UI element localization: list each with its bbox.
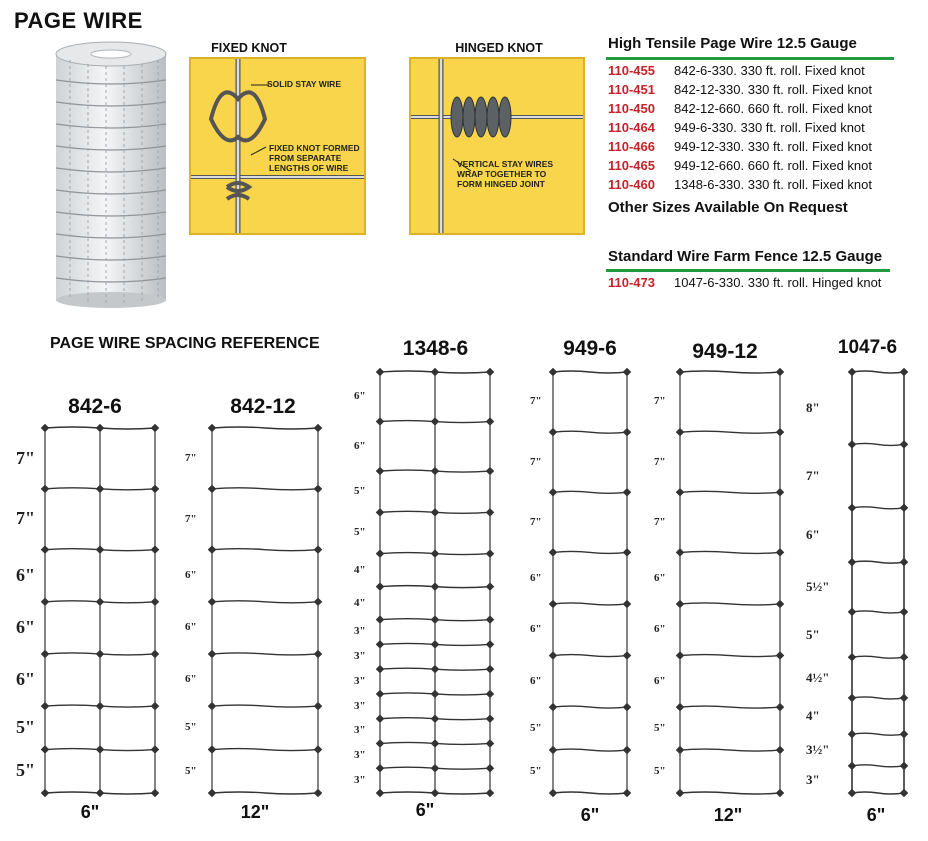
spacing-label: 6" (185, 569, 197, 582)
wire-roll-image (52, 40, 170, 310)
high-tensile-divider (606, 57, 894, 60)
line-wire (852, 371, 904, 373)
line-wire (852, 792, 904, 794)
knot (848, 368, 856, 376)
spacing-label: 7" (654, 395, 666, 408)
knot (549, 651, 557, 659)
knot (676, 651, 684, 659)
knot (314, 745, 322, 753)
spacing-label: 7" (806, 468, 820, 484)
line-wire (680, 655, 780, 657)
spacing-label: 4½" (806, 669, 830, 685)
line-wire (680, 792, 780, 794)
solid-stay-wire-label: SOLID STAY WIRE (267, 79, 341, 89)
knot (848, 762, 856, 770)
knot (776, 703, 784, 711)
spacing-label: 5" (16, 760, 35, 781)
product-code: 110-451 (608, 82, 655, 97)
knot (486, 789, 494, 797)
fence-diagram-842-6 (42, 425, 158, 796)
diagram-title-842-12: 842-12 (230, 395, 296, 418)
knot (486, 368, 494, 376)
diagram-title-1348-6: 1348-6 (402, 337, 469, 360)
knot (314, 545, 322, 553)
knot (376, 549, 384, 557)
spacing-label: 3" (354, 650, 366, 663)
knot (486, 714, 494, 722)
spacing-label: 6" (530, 623, 542, 636)
knot (623, 548, 631, 556)
product-row (608, 273, 881, 292)
knot (376, 714, 384, 722)
knot (41, 485, 49, 493)
product-desc: 1047-6-330. 330 ft. roll. Hinged knot (674, 275, 882, 290)
spacing-label: 5" (806, 626, 820, 642)
knot (848, 730, 856, 738)
knot (96, 545, 104, 553)
knot (486, 640, 494, 648)
knot (151, 485, 159, 493)
spacing-label: 5" (530, 721, 542, 734)
bottom-label-842-6: 6" (80, 802, 100, 822)
knot (431, 582, 439, 590)
knot (900, 762, 908, 770)
knot (376, 615, 384, 623)
knot (96, 598, 104, 606)
knot (776, 746, 784, 754)
product-row (608, 99, 872, 118)
bottom-label-1348-6: 6" (415, 800, 435, 820)
knot (431, 467, 439, 475)
knot (208, 650, 216, 658)
knot (376, 690, 384, 698)
line-wire (212, 488, 318, 490)
spacing-label: 5" (185, 721, 197, 734)
knot (623, 600, 631, 608)
knot (96, 424, 104, 432)
knot (848, 608, 856, 616)
knot (676, 428, 684, 436)
spacing-label: 6" (16, 617, 35, 638)
line-wire (680, 491, 780, 493)
knot (623, 703, 631, 711)
knot (208, 702, 216, 710)
knot (676, 703, 684, 711)
knot (900, 368, 908, 376)
line-wire (680, 749, 780, 751)
spacing-label: 7" (654, 455, 666, 468)
knot (486, 467, 494, 475)
line-wire (852, 697, 904, 699)
knot (96, 789, 104, 797)
knot (623, 789, 631, 797)
product-row (608, 80, 872, 99)
knot (151, 650, 159, 658)
knot (431, 640, 439, 648)
product-desc: 949-12-660. 660 ft. roll. Fixed knot (674, 158, 873, 173)
diagram-title-949-12: 949-12 (692, 340, 758, 363)
knot (848, 789, 856, 797)
line-wire (553, 749, 627, 751)
spacing-label: 6" (530, 571, 542, 584)
knot (776, 789, 784, 797)
knot (549, 548, 557, 556)
spacing-label: 6" (654, 571, 666, 584)
knot (776, 368, 784, 376)
knot (376, 640, 384, 648)
knot (41, 598, 49, 606)
spacing-label: 6" (654, 623, 666, 636)
fence-diagram-949-12 (677, 369, 783, 796)
high-tensile-title: High Tensile Page Wire 12.5 Gauge (608, 35, 857, 52)
bottom-label-842-12: 12" (240, 802, 270, 822)
fence-diagram-1047-6 (849, 369, 907, 796)
spacing-label: 4" (806, 708, 820, 724)
knot (486, 508, 494, 516)
line-wire (852, 765, 904, 767)
product-code: 110-465 (608, 158, 655, 173)
knot (549, 600, 557, 608)
knot (848, 653, 856, 661)
spacing-label: 7" (530, 455, 542, 468)
line-wire (852, 656, 904, 658)
knot (431, 690, 439, 698)
knot (151, 424, 159, 432)
product-code: 110-473 (608, 275, 655, 290)
knot (208, 424, 216, 432)
knot (41, 745, 49, 753)
spacing-label: 5" (16, 717, 35, 738)
line-wire (852, 443, 904, 445)
line-wire (553, 706, 627, 708)
spacing-label: 7" (16, 447, 35, 468)
knot (848, 440, 856, 448)
knot (676, 368, 684, 376)
fixed-knot-title: FIXED KNOT (211, 41, 287, 55)
knot (431, 368, 439, 376)
spacing-label: 5" (354, 526, 366, 539)
knot (431, 789, 439, 797)
knot (900, 558, 908, 566)
spacing-label: 6" (530, 674, 542, 687)
knot (431, 764, 439, 772)
diagram-title-1047-6: 1047-6 (837, 337, 898, 358)
line-wire (852, 733, 904, 735)
line-wire (212, 792, 318, 794)
knot (376, 467, 384, 475)
spacing-label: 3" (806, 771, 820, 787)
knot (900, 440, 908, 448)
line-wire (212, 549, 318, 551)
spacing-label: 6" (185, 673, 197, 686)
knot (900, 789, 908, 797)
spacing-label: 5" (530, 764, 542, 777)
knot (376, 764, 384, 772)
knot (431, 508, 439, 516)
standard-divider (606, 269, 890, 272)
knot (314, 702, 322, 710)
spacing-label: 7" (530, 395, 542, 408)
spacing-label: 5" (354, 485, 366, 498)
knot (376, 582, 384, 590)
line-wire (553, 431, 627, 433)
knot (376, 789, 384, 797)
knot (486, 615, 494, 623)
knot (486, 582, 494, 590)
knot (623, 488, 631, 496)
product-desc: 949-12-330. 330 ft. roll. Fixed knot (674, 139, 873, 154)
knot (549, 789, 557, 797)
knot (431, 549, 439, 557)
knot (41, 702, 49, 710)
spacing-label: 6" (654, 674, 666, 687)
spacing-label: 6" (354, 390, 366, 403)
knot (623, 368, 631, 376)
product-desc: 842-12-330. 330 ft. roll. Fixed knot (674, 82, 873, 97)
knot (208, 745, 216, 753)
spacing-label: 3" (354, 699, 366, 712)
product-desc: 842-12-660. 660 ft. roll. Fixed knot (674, 101, 873, 116)
spacing-label: 5" (654, 721, 666, 734)
knot (623, 428, 631, 436)
line-wire (680, 603, 780, 605)
line-wire (852, 507, 904, 509)
knot (900, 694, 908, 702)
knot (208, 598, 216, 606)
high-tensile-list (608, 61, 872, 194)
knot (431, 739, 439, 747)
fixed-knot-formed-label: FIXED KNOT FORMED FROM SEPARATE LENGTHS OF WIRE (269, 143, 360, 173)
knot (431, 665, 439, 673)
knot (96, 702, 104, 710)
knot (549, 428, 557, 436)
knot (314, 485, 322, 493)
page-title: PAGE WIRE (14, 8, 143, 33)
spacing-label: 6" (806, 527, 820, 543)
knot (676, 746, 684, 754)
knot (314, 424, 322, 432)
knot (623, 651, 631, 659)
spacing-label: 3" (354, 625, 366, 638)
knot (208, 485, 216, 493)
spacing-label: 7" (16, 508, 35, 529)
knot (486, 690, 494, 698)
fixed-knot-illustration (189, 57, 366, 235)
standard-title: Standard Wire Farm Fence 12.5 Gauge (608, 248, 883, 265)
knot (314, 598, 322, 606)
spacing-label: 4" (354, 596, 366, 609)
bottom-label-1047-6: 6" (866, 805, 886, 825)
knot (96, 650, 104, 658)
bottom-label-949-12: 12" (713, 805, 743, 825)
other-sizes-note: Other Sizes Available On Request (608, 199, 848, 216)
knot (431, 615, 439, 623)
knot (96, 745, 104, 753)
product-code: 110-460 (608, 177, 655, 192)
knot (549, 488, 557, 496)
knot (151, 545, 159, 553)
product-code: 110-455 (608, 63, 655, 78)
product-desc: 842-6-330. 330 ft. roll. Fixed knot (674, 63, 865, 78)
knot (900, 608, 908, 616)
product-row (608, 118, 872, 137)
knot (486, 549, 494, 557)
knot (900, 504, 908, 512)
standard-list (608, 273, 881, 292)
product-row (608, 137, 872, 156)
knot (900, 653, 908, 661)
line-wire (212, 601, 318, 603)
product-code: 110-450 (608, 101, 655, 116)
fence-diagram-842-12 (209, 425, 321, 796)
line-wire (852, 611, 904, 613)
line-wire (212, 427, 318, 429)
spacing-label: 3" (354, 724, 366, 737)
knot (676, 488, 684, 496)
knot (41, 424, 49, 432)
knot (623, 746, 631, 754)
line-wire (553, 792, 627, 794)
diagram-title-949-6: 949-6 (563, 337, 617, 360)
knot (486, 417, 494, 425)
knot (549, 703, 557, 711)
knot (431, 417, 439, 425)
diagram-title-842-6: 842-6 (68, 395, 122, 418)
knot (900, 730, 908, 738)
knot (431, 714, 439, 722)
knot (151, 745, 159, 753)
product-row (608, 61, 872, 80)
knot (776, 428, 784, 436)
spacing-label: 5½" (806, 579, 830, 595)
line-wire (680, 371, 780, 373)
knot (776, 548, 784, 556)
spacing-label: 8" (806, 400, 820, 416)
knot (376, 508, 384, 516)
spacing-label: 6" (354, 439, 366, 452)
product-desc: 1348-6-330. 330 ft. roll. Fixed knot (674, 177, 873, 192)
knot (549, 368, 557, 376)
vertical-stay-wires-label: VERTICAL STAY WIRES WRAP TOGETHER TO FORM HINGED JOINT (457, 159, 554, 189)
knot (151, 702, 159, 710)
spacing-label: 3" (354, 774, 366, 787)
fence-diagram-1348-6 (377, 369, 493, 796)
spacing-label: 3½" (806, 742, 830, 758)
spacing-label: 7" (654, 515, 666, 528)
hinged-knot-drawing (411, 59, 583, 233)
line-wire (212, 705, 318, 707)
spacing-label: 4" (354, 563, 366, 576)
spacing-reference-title: PAGE WIRE SPACING REFERENCE (50, 335, 320, 352)
knot (314, 789, 322, 797)
line-wire (553, 371, 627, 373)
spacing-label: 7" (185, 512, 197, 525)
knot (486, 739, 494, 747)
hinged-knot-illustration (409, 57, 585, 235)
spacing-label: 6" (185, 621, 197, 634)
hinged-knot-title: HINGED KNOT (455, 41, 543, 55)
knot (96, 485, 104, 493)
knot (776, 600, 784, 608)
product-code: 110-466 (608, 139, 655, 154)
knot (151, 598, 159, 606)
knot (676, 600, 684, 608)
spacing-label: 6" (16, 564, 35, 585)
knot (676, 789, 684, 797)
product-row (608, 156, 872, 175)
knot (314, 650, 322, 658)
knot (151, 789, 159, 797)
knot (41, 789, 49, 797)
knot (848, 694, 856, 702)
spacing-label: 7" (185, 451, 197, 464)
product-desc: 949-6-330. 330 ft. roll. Fixed knot (674, 120, 865, 135)
knot (376, 417, 384, 425)
product-row (608, 175, 872, 194)
knot (776, 488, 784, 496)
spacing-label: 7" (530, 515, 542, 528)
line-wire (553, 603, 627, 605)
knot (486, 764, 494, 772)
knot (41, 545, 49, 553)
line-wire (553, 551, 627, 553)
spacing-label: 3" (354, 674, 366, 687)
knot (486, 665, 494, 673)
spacing-label: 6" (16, 669, 35, 690)
knot (549, 746, 557, 754)
product-code: 110-464 (608, 120, 655, 135)
knot (376, 739, 384, 747)
knot (376, 368, 384, 376)
spacing-label: 5" (185, 764, 197, 777)
knot (848, 504, 856, 512)
knot (676, 548, 684, 556)
line-wire (212, 749, 318, 751)
line-wire (680, 431, 780, 433)
knot (41, 650, 49, 658)
spacing-label: 3" (354, 749, 366, 762)
line-wire (852, 561, 904, 563)
knot (776, 651, 784, 659)
line-wire (680, 706, 780, 708)
spacing-label: 5" (654, 764, 666, 777)
bottom-label-949-6: 6" (580, 805, 600, 825)
knot (848, 558, 856, 566)
knot (208, 789, 216, 797)
line-wire (212, 653, 318, 655)
line-wire (553, 655, 627, 657)
knot (208, 545, 216, 553)
line-wire (680, 551, 780, 553)
fence-diagram-949-6 (550, 369, 630, 796)
line-wire (553, 491, 627, 493)
knot (376, 665, 384, 673)
